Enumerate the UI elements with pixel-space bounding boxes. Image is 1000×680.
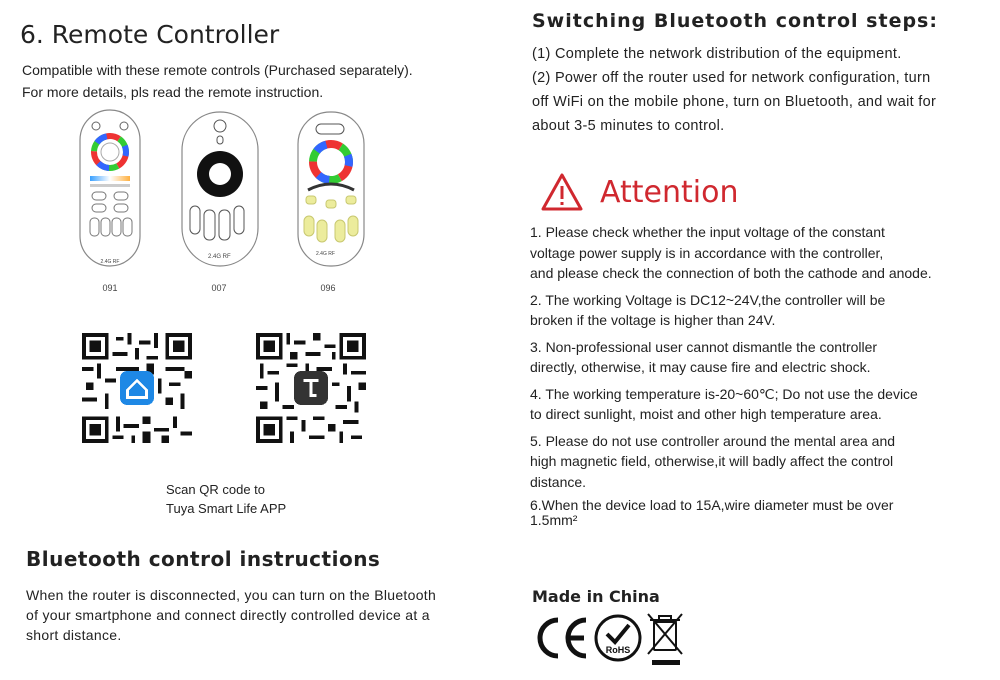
- bt-line: of your smartphone and connect directly controlled device at a: [26, 607, 430, 623]
- bluetooth-instructions-title: Bluetooth control instructions: [26, 547, 381, 571]
- note-5: 5. Please do not use controller around the mental area and high magnetic field, otherwise,it will badly affect the control distance.: [530, 432, 896, 490]
- rohs-icon: [596, 616, 640, 660]
- ce-mark-icon: [540, 620, 586, 656]
- step-line: about 3-5 minutes to control.: [532, 118, 725, 134]
- bt-line: When the router is disconnected, you can turn on the Bluetooth: [26, 587, 437, 603]
- note-3: 3. Non-professional user cannot dismantle the controller directly, otherwise, it may cause fire and electric shock.: [530, 338, 878, 375]
- tuya-t-icon: [304, 381, 305, 382]
- warning-triangle-icon: [540, 172, 584, 212]
- qr-caption-line: Tuya Smart Life APP: [166, 501, 287, 516]
- step-line: off WiFi on the mobile phone, turn on Bluetooth, and wait for: [532, 94, 937, 110]
- remote-091-image: [78, 108, 142, 268]
- qr-code-smart-life[interactable]: [82, 333, 192, 443]
- qr-caption: [166, 480, 286, 518]
- note-2: 2. The working Voltage is DC12~24V,the controller will be broken if the voltage is higher than 24V.: [530, 291, 886, 328]
- made-in-china: Made in China: [532, 587, 660, 606]
- remote-model-091: 091: [102, 283, 118, 293]
- compat-line: Compatible with these remote controls (Purchased separately).: [22, 62, 413, 78]
- attention-notes: [530, 222, 985, 534]
- remote-illustrations: [70, 108, 390, 298]
- switch-steps-title: Switching Bluetooth control steps:: [532, 10, 938, 32]
- step-line: (2) Power off the router used for network configuration, turn: [532, 70, 931, 86]
- svg-text:RoHS: RoHS: [605, 645, 631, 655]
- smart-life-home-icon: [130, 381, 131, 382]
- switch-steps: [532, 42, 982, 138]
- bluetooth-instructions-text: [26, 585, 496, 645]
- remote-model-007: 007: [211, 283, 227, 293]
- remote-007-rf-label: 2.4G RF: [208, 254, 231, 260]
- bt-line: short distance.: [26, 627, 122, 643]
- remote-007-image: [180, 110, 260, 268]
- remote-096-rf-label: 2.4G RF: [316, 251, 335, 257]
- qr-code-tuya[interactable]: [256, 333, 366, 443]
- rf-label: 2.4G RF: [100, 259, 120, 265]
- note-6: 6.When the device load to 15A,wire diameter must be over 1.5mm²: [530, 497, 894, 528]
- compat-line: For more details, pls read the remote instruction.: [22, 84, 324, 100]
- attention-title: Attention: [600, 175, 739, 210]
- qr-caption-line: Scan QR code to: [166, 482, 265, 497]
- weee-bin-icon: [648, 614, 682, 665]
- note-1: 1. Please check whether the input voltage of the constant voltage power supply is in accordance with the controller, and please check the connection of both the cathode and anode.: [530, 224, 932, 281]
- section-title: 6. Remote Controller: [20, 20, 280, 49]
- certification-marks: [528, 608, 688, 668]
- note-4: 4. The working temperature is-20~60℃; Do not use the device to direct sunlight, moist and other high temperature area.: [530, 385, 918, 422]
- step-line: (1) Complete the network distribution of the equipment.: [532, 46, 902, 62]
- compat-text: [22, 59, 482, 103]
- remote-model-096: 096: [320, 283, 336, 293]
- remote-096-image: [296, 110, 366, 268]
